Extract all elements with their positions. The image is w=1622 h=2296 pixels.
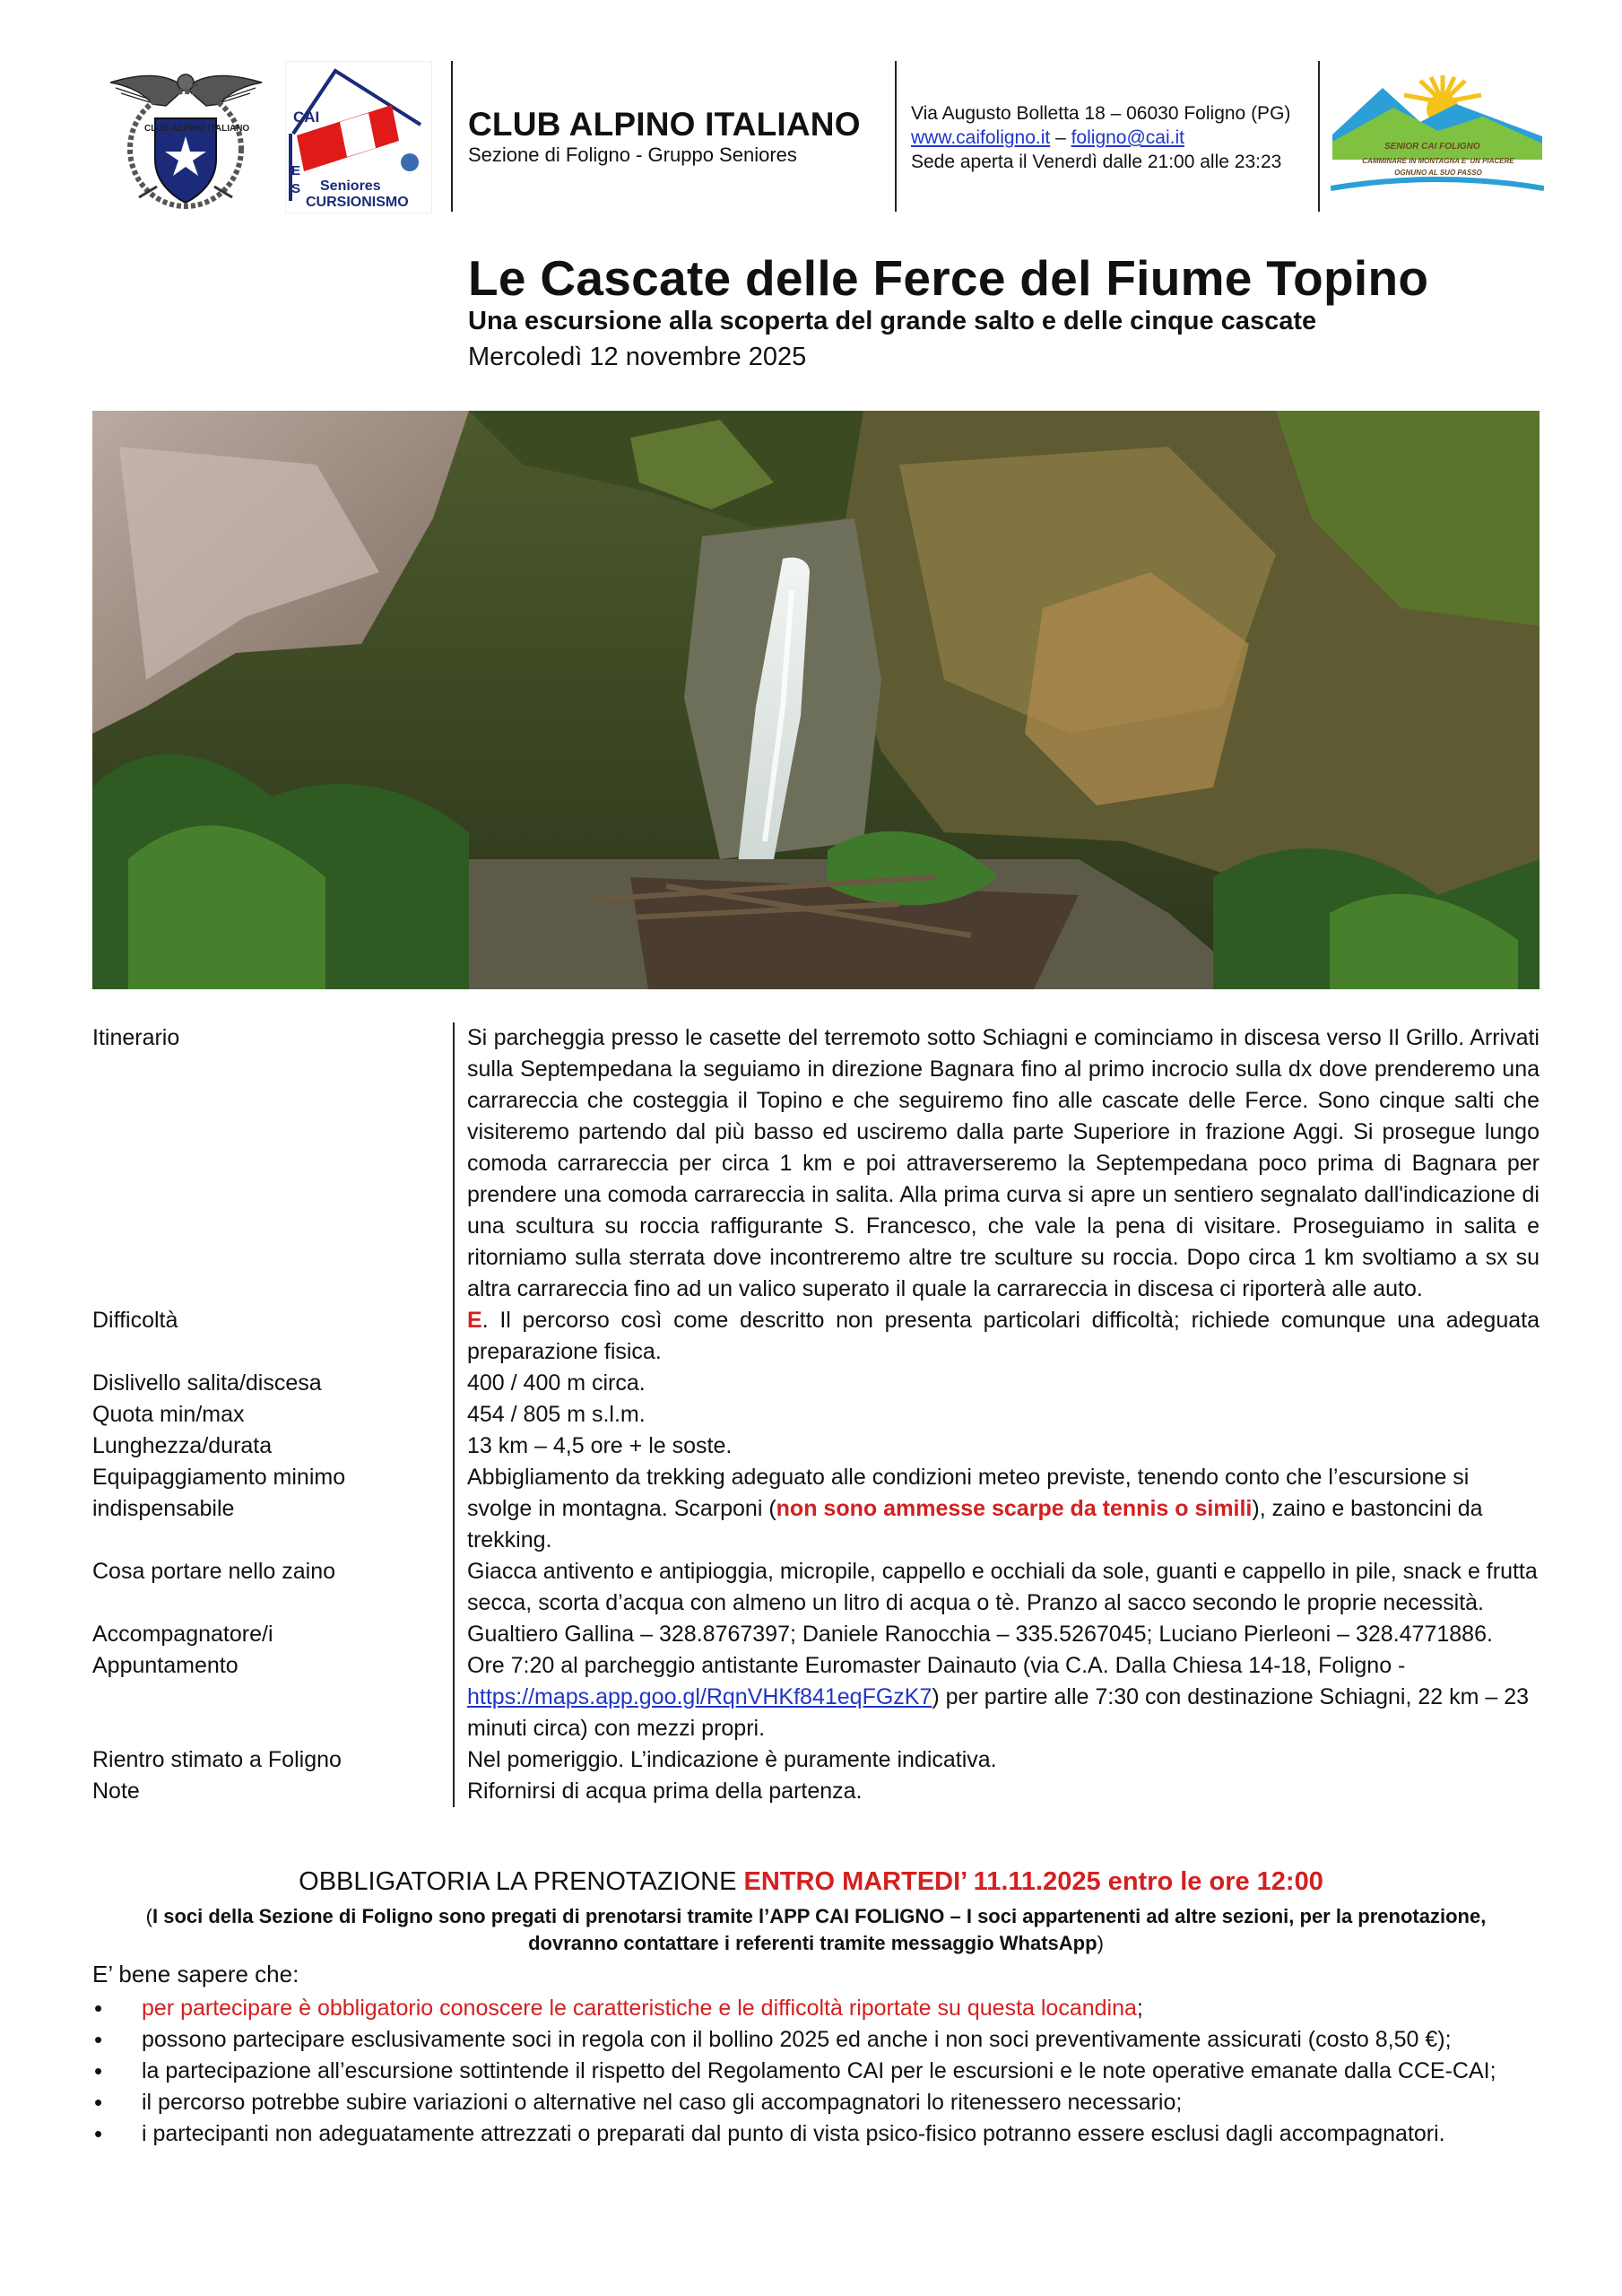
row-rientro (92, 1744, 1540, 1776)
org-section: Sezione di Foligno - Gruppo Seniores (468, 144, 797, 166)
list-item (92, 1993, 1563, 2024)
equipaggiamento-text-1: Abbigliamento da trekking adeguato alle condizioni meteo previste, tenendo conto che l’escursione si svolge in montagna. Scarponi ( (467, 1465, 1470, 1521)
itinerario-text: Si parcheggia presso le casette del terremoto sotto Schiagni e cominciamo in discesa verso Il Grillo. Arrivati sulla Septempedana la seguiamo in direzione Bagnara fino al primo incrocio sulla dx dove prenderemo una carrareccia che costeggia il Topino e che seguiremo fino alle cascate delle Ferce. Sono cinque salti che visiteremo partendo dal più basso ed usciremo dalla parte Superiore in frazione Aggi. Si prosegue lungo comoda carrareccia per circa 1 km e poi attraverseremo la Septempedana poco prima di Bagnara per prendere una comoda carrareccia in salita. Alla prima curva si apre un sentiero segnalato dall'indicazione di una scultura su roccia raffigurante S. Francesco, che vale la pena di visitare. Proseguiamo in salita e ritorniamo sulla sterrata dove incontreremo altre tre sculture su roccia. Dopo circa 1 km svoltiamo a sx su altra carrareccia fino ad un valico superato il quale la carrareccia in discesa ci riporterà alle auto. (453, 1022, 1540, 1305)
dislivello-text: 400 / 400 m circa. (453, 1368, 1540, 1399)
event-subtitle: Una escursione alla scoperta del grande salto e delle cinque cascate (468, 307, 1317, 335)
booking-deadline: ENTRO MARTEDI’ 11.11.2025 entro le ore 12:00 (743, 1867, 1323, 1896)
list-item: • la partecipazione all’escursione sottintende il rispetto del Regolamento CAI per le escursioni e le note operative emanate dalla CCE-CAI; (92, 2056, 1563, 2087)
row-itinerario (92, 1022, 1540, 1305)
info-table (92, 1022, 1540, 1807)
header-divider-2 (895, 61, 897, 212)
address-block (911, 101, 1290, 174)
equipaggiamento-warning: non sono ammesse scarpe da tennis o simili (776, 1496, 1253, 1521)
note-text: Rifornirsi di acqua prima della partenza. (453, 1776, 1540, 1807)
equipaggiamento-text-2: ), zaino e bastoncini da trekking. (467, 1496, 1483, 1552)
difficolta-grade: E (467, 1308, 482, 1333)
row-dislivello (92, 1368, 1540, 1399)
good-to-know-list (92, 1993, 1563, 2150)
website-link[interactable]: www.caifoligno.it (911, 127, 1051, 148)
cai-small-label: CAI (293, 109, 320, 126)
contacts-line (911, 126, 1290, 150)
rientro-text: Nel pomeriggio. L’indicazione è puramente indicativa. (453, 1744, 1540, 1776)
note-label: Note (92, 1779, 140, 1804)
opening-hours: Sede aperta il Venerdì dalle 21:00 alle 23:23 (911, 152, 1282, 172)
event-date: Mercoledì 12 novembre 2025 (468, 343, 807, 371)
waterfall-photo (92, 411, 1540, 989)
seniores-escursionismo-logo (285, 61, 432, 213)
email-link[interactable]: foligno@cai.it (1071, 127, 1184, 148)
esc-letters: E S (291, 163, 301, 196)
senior-logo-line2: CAMMINARE IN MONTAGNA E' UN PIACERE (1362, 157, 1514, 165)
difficolta-desc: . Il percorso così come descritto non presenta particolari difficoltà; richiede comunque una adeguata preparazione fisica. (467, 1308, 1540, 1364)
row-difficolta (92, 1305, 1540, 1368)
row-quota (92, 1399, 1540, 1431)
equipaggiamento-label-line2: indispensabile (92, 1496, 235, 1521)
senior-logo-line1: SENIOR CAI FOLIGNO (1384, 142, 1480, 152)
itinerario-label: Itinerario (92, 1025, 180, 1050)
event-title: Le Cascate delle Ferce del Fiume Topino (468, 250, 1429, 306)
difficolta-text (453, 1305, 1540, 1368)
list-item: • i partecipanti non adeguatamente attrezzati o preparati dal punto di vista psico-fisico potranno essere esclusi dagli accompagnatori. (92, 2118, 1563, 2150)
row-appuntamento (92, 1650, 1540, 1744)
rientro-label: Rientro stimato a Foligno (92, 1747, 342, 1772)
lunghezza-label: Lunghezza/durata (92, 1433, 273, 1458)
list-item-text: per partecipare è obbligatorio conoscere le caratteristiche e le difficoltà riportate su questa locandina (142, 1996, 1137, 2021)
appuntamento-label: Appuntamento (92, 1653, 239, 1678)
header-divider-3 (1318, 61, 1320, 212)
list-item: • possono partecipare esclusivamente soci in regola con il bollino 2025 ed anche i non soci preventivamente assicurati (costo 8,50 €); (92, 2024, 1563, 2056)
equipaggiamento-text (453, 1462, 1540, 1556)
appuntamento-text-1: Ore 7:20 al parcheggio antistante Euromaster Dainauto (via C.A. Dalla Chiesa 14-18, Foligno - (467, 1653, 1406, 1678)
appuntamento-text-2: ) per partire alle 7:30 con destinazione Schiagni, 22 km – 23 minuti circa) con mezzi propri. (467, 1684, 1530, 1741)
senior-logo-line3: OGNUNO AL SUO PASSO (1394, 169, 1482, 177)
address-line: Via Augusto Bolletta 18 – 06030 Foligno (PG) (911, 103, 1291, 124)
row-zaino (92, 1556, 1540, 1619)
accompagnatori-label: Accompagnatore/i (92, 1622, 273, 1647)
booking-heading (0, 1867, 1622, 1897)
row-note (92, 1776, 1540, 1807)
booking-note (126, 1903, 1506, 1957)
lunghezza-text: 13 km – 4,5 ore + le soste. (453, 1431, 1540, 1462)
quota-label: Quota min/max (92, 1402, 245, 1427)
list-item: • il percorso potrebbe subire variazioni o alternative nel caso gli accompagnatori lo ritenessero necessario; (92, 2087, 1563, 2118)
cai-national-logo (103, 63, 269, 211)
difficolta-label: Difficoltà (92, 1308, 178, 1333)
senior-cai-foligno-logo (1331, 72, 1544, 197)
row-equipaggiamento (92, 1462, 1540, 1556)
cai-logo-text: CLUB ALPINO ITALIANO (144, 124, 250, 134)
equipaggiamento-label-line1: Equipaggiamento minimo (92, 1465, 346, 1490)
row-lunghezza (92, 1431, 1540, 1462)
booking-paren-open: ( (145, 1905, 152, 1927)
maps-link[interactable]: https://maps.app.goo.gl/RqnVHKf841eqFGzK7 (467, 1684, 932, 1709)
quota-text: 454 / 805 m s.l.m. (453, 1399, 1540, 1431)
booking-note-text: I soci della Sezione di Foligno sono pregati di prenotarsi tramite l’APP CAI FOLIGNO – I soci appartenenti ad altre sezioni, per la prenotazione, dovranno contattare i referenti tramite messaggio WhatsApp (152, 1905, 1487, 1954)
org-name: CLUB ALPINO ITALIANO (468, 106, 861, 143)
booking-paren-close: ) (1097, 1932, 1104, 1954)
booking-lead: OBBLIGATORIA LA PRENOTAZIONE (299, 1867, 744, 1896)
row-accompagnatori (92, 1619, 1540, 1650)
good-to-know-heading: E’ bene sapere che: (92, 1961, 299, 1987)
header-divider-1 (451, 61, 453, 212)
list-item-suffix: ; (1136, 1996, 1143, 2021)
equipaggiamento-label (92, 1462, 453, 1556)
zaino-label: Cosa portare nello zaino (92, 1559, 335, 1584)
seniores-label: Seniores (320, 178, 381, 194)
appuntamento-text (453, 1650, 1540, 1744)
escursionismo-label: CURSIONISMO (306, 195, 409, 210)
accompagnatori-text: Gualtiero Gallina – 328.8767397; Daniele Ranocchia – 335.5267045; Luciano Pierleoni – 328.4771886. (453, 1619, 1540, 1650)
zaino-text: Giacca antivento e antipioggia, micropile, cappello e occhiali da sole, guanti e cappello in pile, snack e frutta secca, scorta d’acqua con almeno un litro di acqua o tè. Pranzo al sacco secondo le proprie necessità. (453, 1556, 1540, 1619)
dislivello-label: Dislivello salita/discesa (92, 1370, 322, 1396)
contacts-separator: – (1050, 127, 1071, 148)
